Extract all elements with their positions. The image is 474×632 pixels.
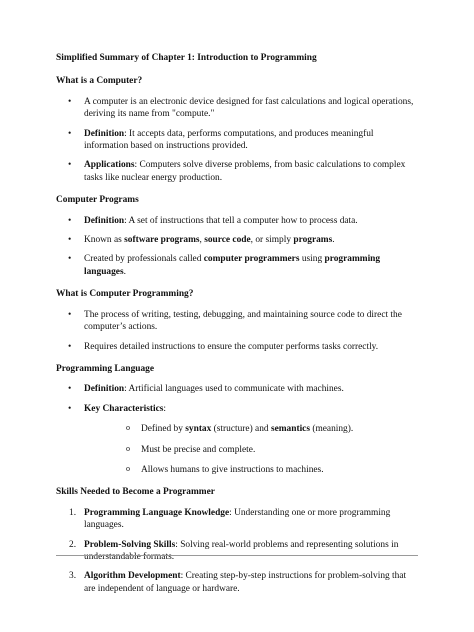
number-marker: 3. <box>69 571 77 582</box>
bold-term: programming languages <box>84 254 381 277</box>
heading-programming-language: Programming Language <box>56 363 155 374</box>
numbered-item-text <box>84 508 390 530</box>
sub-list-item-text <box>141 465 324 475</box>
bullet-marker: • <box>68 254 72 265</box>
bullet-marker: • <box>68 235 72 246</box>
numbered-item <box>56 507 418 532</box>
list-item-text <box>84 384 344 394</box>
list-item-text <box>84 97 413 119</box>
bold-term: Key Characteristics <box>84 403 164 414</box>
bullet-marker: • <box>68 160 72 171</box>
list-item <box>56 215 418 227</box>
numbered-item <box>56 539 418 564</box>
bullet-marker: • <box>68 403 72 414</box>
bold-term: Definition <box>84 384 125 395</box>
numbered-item <box>56 570 418 595</box>
sub-list-item <box>84 423 418 435</box>
text-run: Defined by <box>141 424 186 435</box>
text-run: : Computers solve diverse problems, from basic calculations to complex tasks like nuclear energy production. <box>84 160 406 183</box>
text-run: using <box>299 254 325 265</box>
list-skills-needed <box>56 507 418 595</box>
text-run: , or simply <box>250 235 294 246</box>
list-what-is-computer <box>56 96 418 184</box>
number-marker: 2. <box>69 539 77 550</box>
bold-term: semantics <box>270 424 310 435</box>
text-run: Requires detailed instructions to ensure the computer performs tasks correctly. <box>84 341 379 352</box>
bullet-marker: • <box>68 128 72 139</box>
text-run: (meaning). <box>310 424 354 435</box>
list-item <box>56 96 418 121</box>
list-computer-programming <box>56 309 418 353</box>
heading-skills-needed: Skills Needed to Become a Programmer <box>56 487 215 498</box>
list-item-text <box>84 216 358 226</box>
document-body <box>56 52 418 602</box>
sub-bullet-marker: o <box>126 463 130 473</box>
bold-term: Algorithm Development <box>84 571 181 582</box>
heading-computer-programming: What is Computer Programming? <box>56 289 194 300</box>
numbered-item-text <box>84 571 406 593</box>
bold-term: Definition <box>84 215 125 226</box>
text-run: , <box>199 235 205 246</box>
bold-term: programs <box>293 235 333 246</box>
list-computer-programs <box>56 215 418 279</box>
sub-list-item-text <box>141 424 353 434</box>
text-run: : Understanding one or more programming languages. <box>84 507 391 531</box>
numbered-item-text <box>84 540 398 562</box>
list-item-text <box>84 404 166 414</box>
list-item <box>56 234 418 246</box>
text-run: : It accepts data, performs computations, and produces meaningful information based on instructions provided. <box>84 128 374 152</box>
list-item-text <box>84 235 335 245</box>
bold-term: source code <box>204 235 251 246</box>
text-run: (structure) and <box>211 424 271 435</box>
list-item <box>56 309 418 334</box>
sub-list-item <box>84 444 418 456</box>
text-run: Must be precise and complete. <box>141 444 256 455</box>
list-item-text <box>84 160 405 182</box>
list-item <box>56 253 418 278</box>
text-run: Created by professionals called <box>84 254 204 265</box>
bold-term: software programs <box>124 235 200 246</box>
list-item-text <box>84 342 378 352</box>
heading-computer-programs: Computer Programs <box>56 195 139 206</box>
sub-bullet-marker: o <box>126 443 130 453</box>
bold-term: Problem-Solving Skills <box>84 539 176 550</box>
list-item <box>56 128 418 153</box>
bullet-marker: • <box>68 384 72 395</box>
text-run: . <box>332 235 335 246</box>
bold-term: Definition <box>84 128 125 139</box>
text-run: : A set of instructions that tell a computer how to process data. <box>124 215 358 226</box>
text-run: : Creating step-by-step instructions for problem-solving that are independent of language or hardware. <box>84 571 407 594</box>
sub-bullet-marker: o <box>126 423 130 433</box>
bullet-marker: • <box>68 341 72 352</box>
text-run: : <box>163 403 167 414</box>
bold-term: computer programmers <box>203 254 300 265</box>
bullet-marker: • <box>68 96 72 107</box>
bullet-marker: • <box>68 215 72 226</box>
text-run: A computer is an electronic device designed for fast calculations and logical operations, deriving its name from "compute." <box>84 96 414 120</box>
list-item <box>56 383 418 395</box>
list-item-text <box>84 129 374 151</box>
list-item <box>56 159 418 184</box>
text-run: : Artificial languages used to communicate with machines. <box>124 384 344 395</box>
text-run: Allows humans to give instructions to machines. <box>141 464 324 475</box>
list-item <box>56 341 418 353</box>
bullet-marker: • <box>68 309 72 320</box>
list-item <box>56 403 418 477</box>
document-title: Simplified Summary of Chapter 1: Introduction to Programming <box>56 53 317 63</box>
list-item-text <box>84 310 402 332</box>
text-run: The process of writing, testing, debugging, and maintaining source code to direct the computer’s actions. <box>84 309 402 333</box>
list-item-text <box>84 254 380 276</box>
heading-what-is-computer: What is a Computer? <box>56 76 143 87</box>
sub-list-item <box>84 464 418 476</box>
bold-term: Applications <box>84 160 135 171</box>
text-run: : Solving real-world problems and representing solutions in understandable formats. <box>84 539 399 562</box>
bold-term: Programming Language Knowledge <box>84 507 230 518</box>
sub-list-key-characteristics <box>84 423 418 476</box>
sub-list-item-text <box>141 445 255 455</box>
text-run: Known as <box>84 235 125 246</box>
text-run: . <box>123 266 126 277</box>
number-marker: 1. <box>69 507 77 518</box>
horizontal-rule <box>56 555 418 556</box>
list-programming-language <box>56 383 418 476</box>
bold-term: syntax <box>185 424 212 435</box>
